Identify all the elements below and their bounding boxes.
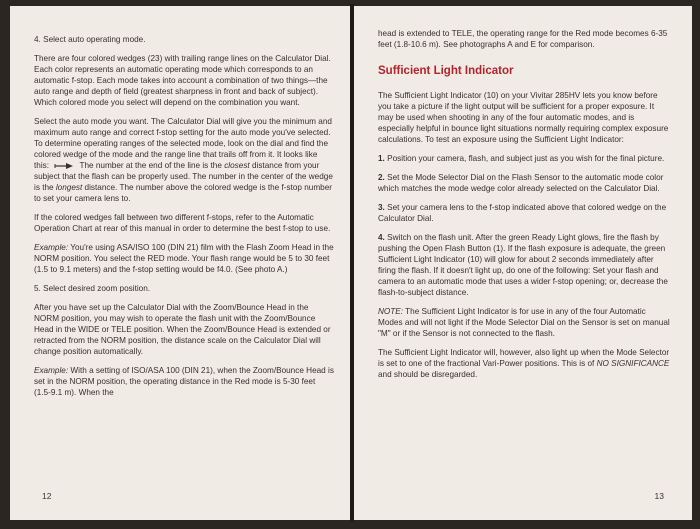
example-2-text: With a setting of ISO/ASA 100 (DIN 21), when the Zoom/Bounce Head is set in the NORM position, the operating distance in the Red mode is 5-30 feet (1.5-9.1 m). When the bbox=[34, 366, 334, 397]
closest-emphasis: closest bbox=[224, 161, 250, 170]
no-significance-emphasis: NO SIGNIFICANCE bbox=[596, 359, 670, 368]
step-text: Set the Mode Selector Dial on the Flash Sensor to the automatic mode color which matches the mode wedge color already selected on the Calculator Dial. bbox=[378, 173, 664, 193]
section-heading: Sufficient Light Indicator bbox=[378, 65, 514, 77]
note-paragraph bbox=[378, 306, 670, 339]
longest-emphasis: longest bbox=[55, 183, 83, 192]
step-3 bbox=[378, 202, 670, 224]
select-mode-paragraph bbox=[34, 116, 334, 204]
step-1 bbox=[378, 153, 670, 164]
indicator-paragraph: The Sufficient Light Indicator (10) on your Vivitar 285HV lets you know before you take a picture if the light output will be sufficient for a proper exposure. It may be used when shooting in any of the four automatic modes, and is especially helpful in bounce light situations normally requiring complex exposure calculations. To test an exposure using the Sufficient Light Indicator: bbox=[378, 91, 669, 144]
step-2 bbox=[378, 172, 670, 194]
continued-paragraph: head is extended to TELE, the operating range for the Red mode becomes 6-35 feet (1.8-10.6 m). See photographs A and E for comparison. bbox=[378, 29, 668, 49]
select-mode-text-d: distance. The number above the colored wedge is the f-stop number to set your camera lens to. bbox=[34, 183, 332, 203]
example-1 bbox=[34, 242, 334, 275]
page-number-left: 12 bbox=[42, 491, 52, 501]
example-2-label: Example: bbox=[34, 366, 69, 375]
left-page bbox=[10, 6, 350, 520]
select-mode-text-b: The number at the end of the line is the bbox=[79, 161, 222, 170]
step-text: Switch on the flash unit. After the green Ready Light glows, fire the flash by pushing the Open Flash Button (1). If the flash exposure is adequate, the green Sufficient Light Indicator (10) will glow for about 2 seconds immediately after firing the flash. If it doesn't light up, do one of the following: Set your flash and camera to an automatic mode that uses a wider f-stop opening; or, decrease the flash-to-subject distance. bbox=[378, 233, 668, 297]
select-mode-text-c: distance from your subject that the flash can be properly used. The number in the center of the wedge is the bbox=[34, 161, 333, 192]
note-text: The Sufficient Light Indicator is for use in any of the four Automatic Modes and will not light if the Mode Selector Dial on the Sensor is set on manual "M" or if the Sensor is not connected to the flash. bbox=[378, 307, 670, 338]
zoom-paragraph: After you have set up the Calculator Dial with the Zoom/Bounce Head in the NORM position, you may wish to operate the flash unit with the Zoom/Bounce Head in the WIDE or TELE position. When the Zoom/Bounce Head is extended or retracted from the NORM position, the distance scale on the Calculator Dial will change position automatically. bbox=[34, 303, 331, 356]
step-text: Set your camera lens to the f-stop indicated above that colored wedge on the Calculator Dial. bbox=[378, 203, 667, 223]
page-number-right: 13 bbox=[654, 491, 664, 501]
step-number: 4. bbox=[378, 233, 385, 242]
step-number: 2. bbox=[378, 173, 385, 182]
note-label: NOTE: bbox=[378, 307, 404, 316]
step-number: 3. bbox=[378, 203, 385, 212]
wedge-range-line-icon bbox=[54, 162, 74, 170]
step-4 bbox=[378, 232, 670, 298]
example-2 bbox=[34, 365, 334, 398]
step-5-heading: 5. Select desired zoom position. bbox=[34, 284, 151, 293]
step-number: 1. bbox=[378, 154, 385, 163]
example-1-text: You're using ASA/ISO 100 (DIN 21) film with the Flash Zoom Head in the NORM position. You select the RED mode. Your flash range would be 5 to 30 feet (1.5 to 9.1 meters) and the f-stop setting would be f4.0. (See photo A.) bbox=[34, 243, 334, 274]
fstop-paragraph: If the colored wedges fall between two different f-stops, refer to the Automatic Operation Chart at rear of this manual in order to determine the best f-stop to use. bbox=[34, 213, 331, 233]
select-mode-text-a: Select the auto mode you want. The Calculator Dial will give you the minimum and maximum auto range and correct f-stop setting for the auto mode you've selected. To determine operating ranges of the selected mode, look on the dial and find the colored wedge of the mode and the range line that trails off from it. It looks like this: bbox=[34, 117, 332, 170]
right-page bbox=[354, 6, 692, 520]
vari-power-text-b: and should be disregarded. bbox=[378, 370, 478, 379]
step-4-heading: 4. Select auto operating mode. bbox=[34, 35, 146, 44]
step-text: Position your camera, flash, and subject just as you wish for the final picture. bbox=[387, 154, 665, 163]
auto-mode-paragraph: There are four colored wedges (23) with trailing range lines on the Calculator Dial. Each color represents an automatic operating mode which corresponds to an automatic f-stop. Each mode takes into account a combination of two things—the auto range and depth of field (greatest sharpness in front and back of subject). Which colored mode you select will depend on the combination you want. bbox=[34, 54, 331, 107]
vari-power-text-a: The Sufficient Light Indicator will, however, also light up when the Mode Selector is set to one of the fractional Vari-Power positions. This is of bbox=[378, 348, 670, 368]
vari-power-paragraph bbox=[378, 347, 670, 380]
example-1-label: Example: bbox=[34, 243, 69, 252]
